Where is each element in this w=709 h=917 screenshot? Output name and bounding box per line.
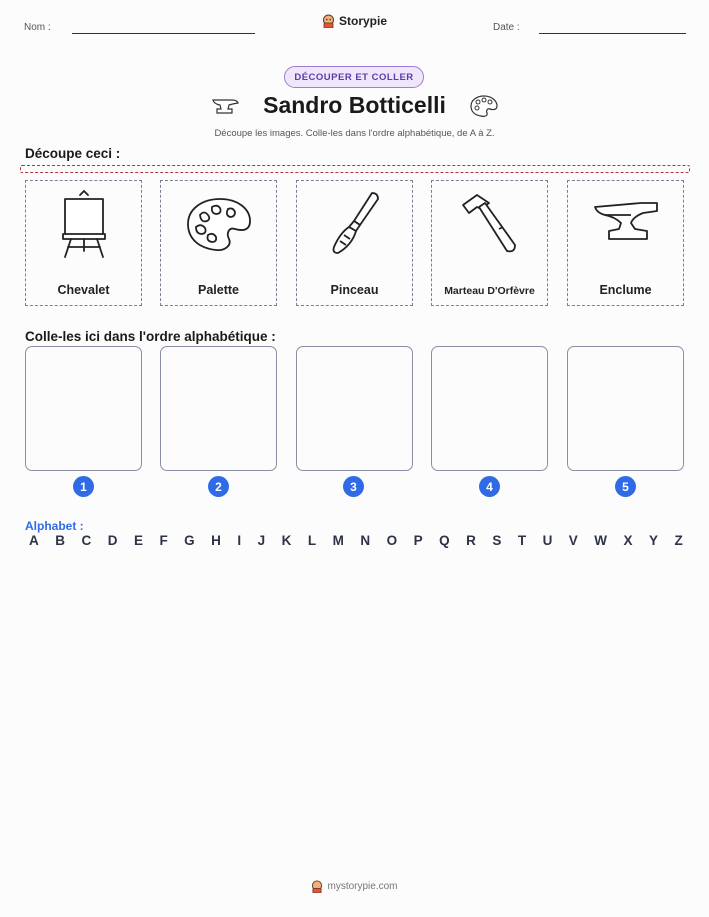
alphabet-letter: Q: [439, 533, 450, 548]
alphabet-letter: V: [568, 533, 578, 548]
alphabet-letter: G: [184, 533, 195, 548]
alphabet-letter: I: [237, 533, 242, 548]
alphabet-letter: Y: [649, 533, 659, 548]
alphabet-letter: U: [542, 533, 553, 548]
cut-section-label: Découpe ceci :: [25, 146, 121, 161]
activity-badge: DÉCOUPER ET COLLER: [284, 66, 424, 88]
alphabet-letter: K: [281, 533, 292, 548]
hammer-icon: [455, 189, 525, 259]
paste-box-3[interactable]: [296, 346, 413, 471]
slot-number-3: 3: [343, 476, 364, 497]
alphabet-label: Alphabet :: [25, 519, 84, 533]
alphabet-letter: O: [386, 533, 398, 548]
storypie-mascot-icon: [322, 14, 335, 28]
anvil-icon: [591, 189, 661, 259]
paste-section-label: Colle-les ici dans l'ordre alphabétique :: [25, 329, 276, 344]
alphabet-letter: D: [107, 533, 118, 548]
card-label: Pinceau: [330, 283, 379, 297]
cut-card-palette[interactable]: [160, 180, 277, 306]
alphabet-letter: H: [211, 533, 221, 548]
palette-icon: [184, 189, 254, 259]
alphabet-letter: J: [257, 533, 266, 548]
cut-card-chevalet[interactable]: [25, 180, 142, 306]
alphabet-letter: C: [81, 533, 92, 548]
palette-icon: [469, 94, 499, 118]
slot-number-2: 2: [208, 476, 229, 497]
slot-number-4: 4: [479, 476, 500, 497]
alphabet-row: [29, 533, 683, 548]
alphabet-letter: L: [307, 533, 317, 548]
storypie-mascot-icon: [311, 880, 323, 893]
easel-icon: [49, 189, 119, 259]
paste-box-1[interactable]: [25, 346, 142, 471]
instructions: Découpe les images. Colle-les dans l'ordre alphabétique, de A à Z.: [214, 128, 495, 139]
alphabet-letter: W: [594, 533, 608, 548]
alphabet-letter: B: [55, 533, 65, 548]
brand-name: Storypie: [339, 14, 388, 28]
alphabet-letter: X: [623, 533, 633, 548]
card-label: Palette: [198, 283, 239, 297]
alphabet-letter: R: [466, 533, 476, 548]
alphabet-letter: N: [360, 533, 371, 548]
alphabet-letter: Z: [674, 533, 683, 548]
alphabet-letter: E: [133, 533, 143, 548]
footer: [0, 880, 709, 893]
paste-box-2[interactable]: [160, 346, 277, 471]
paste-box-5[interactable]: [567, 346, 684, 471]
card-label: Enclume: [599, 283, 652, 297]
cut-line: [20, 165, 690, 173]
page-title: Sandro Botticelli: [263, 92, 446, 118]
alphabet-letter: S: [492, 533, 502, 548]
card-label: Chevalet: [57, 283, 110, 297]
date-label: Date :: [493, 22, 520, 33]
name-label: Nom :: [24, 22, 51, 33]
slot-number-5: 5: [615, 476, 636, 497]
alphabet-letter: T: [517, 533, 527, 548]
alphabet-letter: M: [332, 533, 344, 548]
slot-number-1: 1: [73, 476, 94, 497]
footer-url[interactable]: mystorypie.com: [327, 881, 398, 892]
alphabet-letter: A: [29, 533, 39, 548]
cut-card-pinceau[interactable]: [296, 180, 413, 306]
brand-logo: [322, 14, 387, 28]
paintbrush-icon: [320, 189, 390, 259]
date-line[interactable]: [539, 33, 686, 34]
card-label: Marteau D'Orfèvre: [444, 285, 535, 297]
cut-card-enclume[interactable]: [567, 180, 684, 306]
alphabet-letter: P: [413, 533, 423, 548]
paste-box-4[interactable]: [431, 346, 548, 471]
name-line[interactable]: [72, 33, 255, 34]
cut-card-marteau[interactable]: [431, 180, 548, 306]
alphabet-letter: F: [159, 533, 168, 548]
